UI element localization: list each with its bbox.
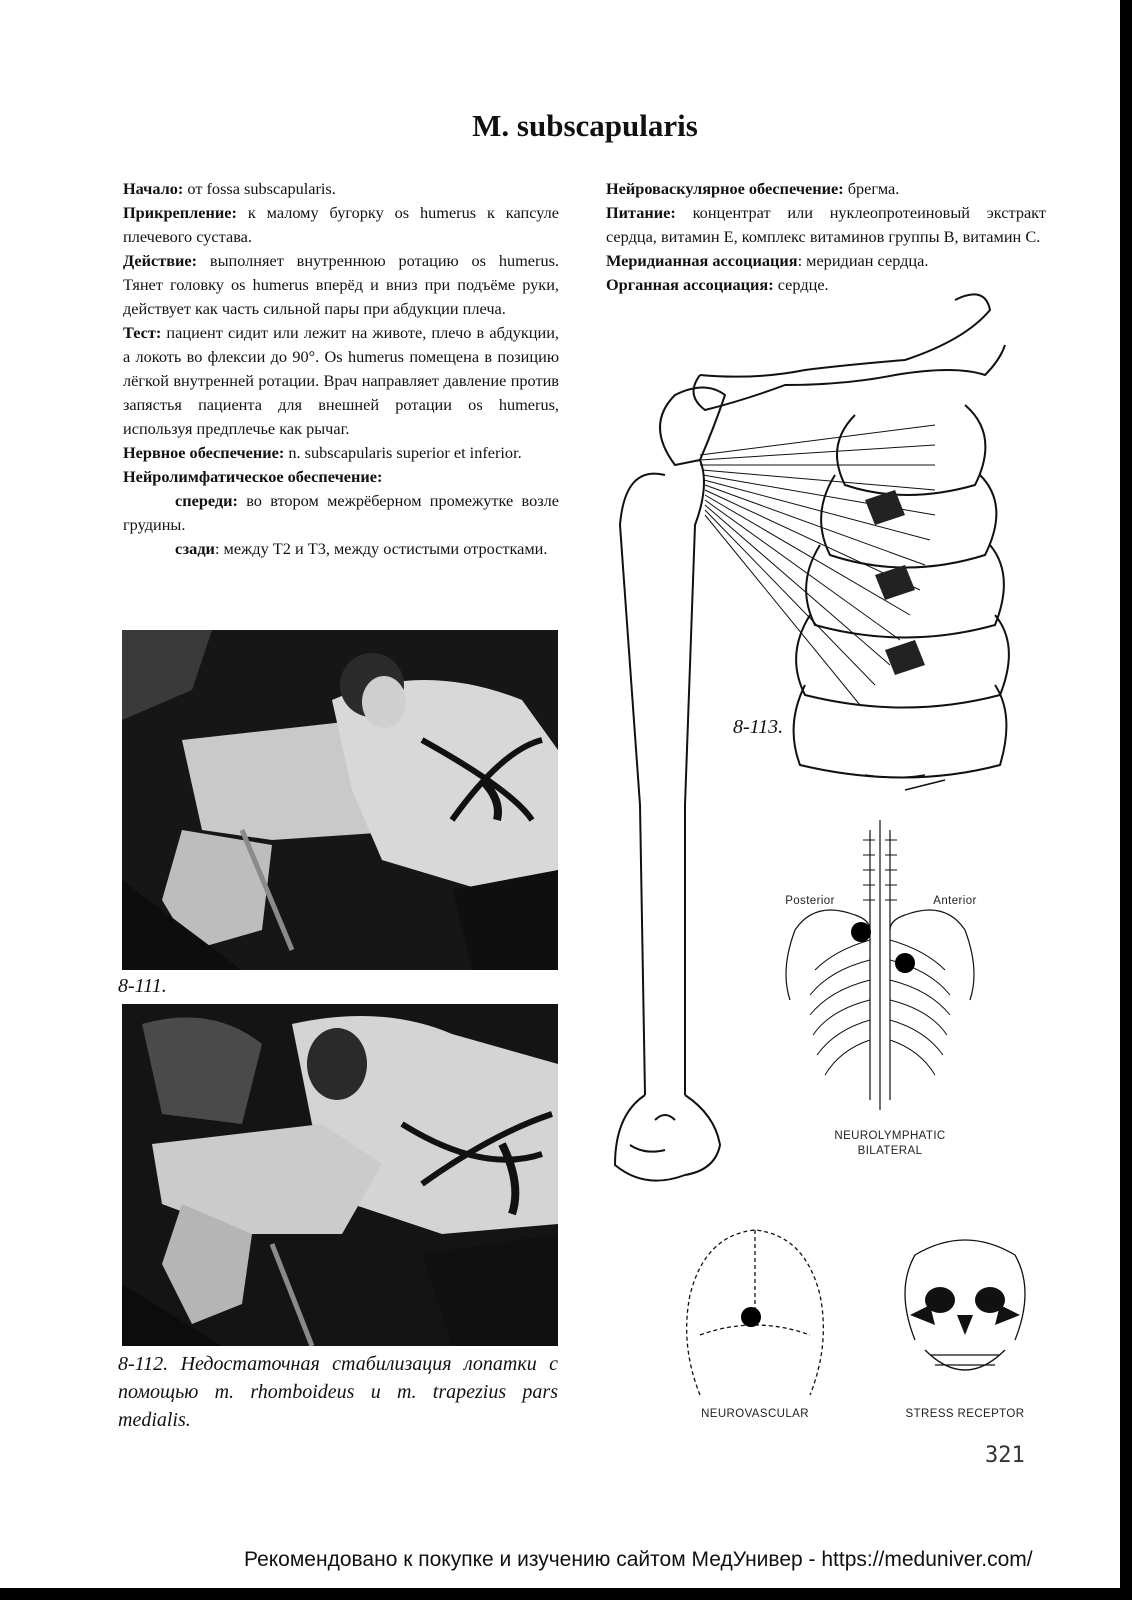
figure-8-112-caption: 8-112. Недостаточная стабилизация лопатки с помощью m. rhomboideus и m. trapezius pars medialis. bbox=[118, 1353, 558, 1431]
neurovascular-label: Нейроваскулярное обеспечение: bbox=[606, 179, 844, 198]
left-text-column bbox=[123, 177, 559, 561]
meridian-label: Меридианная ассоциация bbox=[606, 251, 798, 270]
nutrition-label: Питание: bbox=[606, 203, 676, 222]
nerve-text: n. subscapularis superior et inferior. bbox=[284, 443, 522, 462]
photo-8-111 bbox=[122, 630, 558, 970]
neurovascular-caption: NEUROVASCULAR bbox=[701, 1408, 809, 1420]
neurolymphatic-caption: NEUROLYMPHATIC bbox=[834, 1130, 946, 1142]
organ-text: сердце. bbox=[773, 275, 829, 294]
meridian-paragraph bbox=[606, 249, 1046, 273]
origin-paragraph bbox=[123, 177, 559, 201]
neurovascular-text: брегма. bbox=[843, 179, 900, 198]
front-text: во втором межрёберном промежутке возле грудины. bbox=[123, 491, 559, 534]
footer-recommendation: Рекомендовано к покупке и изучению сайтом МедУнивер - https://meduniver.com/ bbox=[244, 1548, 1033, 1571]
page-number: 321 bbox=[985, 1443, 1025, 1468]
neurovascular-paragraph bbox=[606, 177, 1046, 201]
figure-8-113-label: 8-113. bbox=[733, 716, 784, 738]
nutrition-paragraph bbox=[606, 201, 1046, 249]
posterior-label: Posterior bbox=[785, 895, 835, 907]
anterior-label: Anterior bbox=[933, 895, 977, 907]
action-label: Действие: bbox=[123, 251, 198, 270]
action-paragraph bbox=[123, 249, 559, 321]
anterior-point-marker bbox=[895, 953, 915, 973]
test-text: пациент сидит или лежит на животе, плечо в абдукции, а локоть во флексии до 90°. Os humerus помещена в позицию лёгкой внутренней ротации. Врач направляет давление против запястья пациента для внешней ротации os humerus, используя предплечье как рычаг. bbox=[123, 323, 559, 438]
origin-label: Начало: bbox=[123, 179, 184, 198]
figure-8-111-label: 8-111. bbox=[118, 975, 167, 997]
organ-label: Органная ассоциация: bbox=[606, 275, 774, 294]
photo-8-112 bbox=[122, 1004, 558, 1346]
neurolymphatic-heading bbox=[123, 465, 559, 489]
test-paragraph bbox=[123, 321, 559, 441]
back-text: : между Т2 и Т3, между остистыми отростками. bbox=[214, 539, 548, 558]
insertion-text: к малому бугорку os humerus к капсуле плечевого сустава. bbox=[123, 203, 559, 246]
origin-text: от fossa subscapularis. bbox=[183, 179, 336, 198]
right-text-column bbox=[606, 177, 1046, 297]
neurolymphatic-spine-diagram bbox=[775, 820, 985, 1110]
back-paragraph bbox=[123, 537, 559, 561]
scan-edge-bottom bbox=[0, 1588, 1132, 1600]
action-text: выполняет внутреннюю ротацию os humerus. Тянет головку os humerus вперёд и вниз при подъёме руки, действует как часть сильной пары при абдукции плеча. bbox=[123, 251, 559, 318]
photo-8-111-image bbox=[122, 630, 558, 970]
nerve-label: Нервное обеспечение: bbox=[123, 443, 285, 462]
bregma-point-marker bbox=[741, 1307, 761, 1327]
photo-8-112-image bbox=[122, 1004, 558, 1346]
insertion-label: Прикрепление: bbox=[123, 203, 237, 222]
bilateral-caption: BILATERAL bbox=[857, 1145, 923, 1157]
stress-receptor-skull-drawing bbox=[895, 1230, 1035, 1400]
page-title: M. subscapularis bbox=[472, 108, 698, 143]
nerve-paragraph bbox=[123, 441, 559, 465]
neurovascular-skull-drawing bbox=[680, 1225, 830, 1405]
test-label: Тест: bbox=[123, 323, 162, 342]
neurolymphatic-label: Нейролимфатическое обеспечение: bbox=[123, 467, 383, 486]
insertion-paragraph bbox=[123, 201, 559, 249]
stress-receptor-caption: STRESS RECEPTOR bbox=[905, 1408, 1025, 1420]
front-label: спереди: bbox=[175, 491, 238, 510]
back-label: сзади bbox=[175, 539, 215, 558]
posterior-point-marker bbox=[851, 922, 871, 942]
scan-edge-right bbox=[1120, 0, 1132, 1600]
front-paragraph bbox=[123, 489, 559, 537]
meridian-text: : меридиан сердца. bbox=[797, 251, 929, 270]
nutrition-text: концентрат или нуклеопротеиновый экстракт сердца, витамин Е, комплекс витаминов группы В, витамин С. bbox=[606, 203, 1046, 246]
